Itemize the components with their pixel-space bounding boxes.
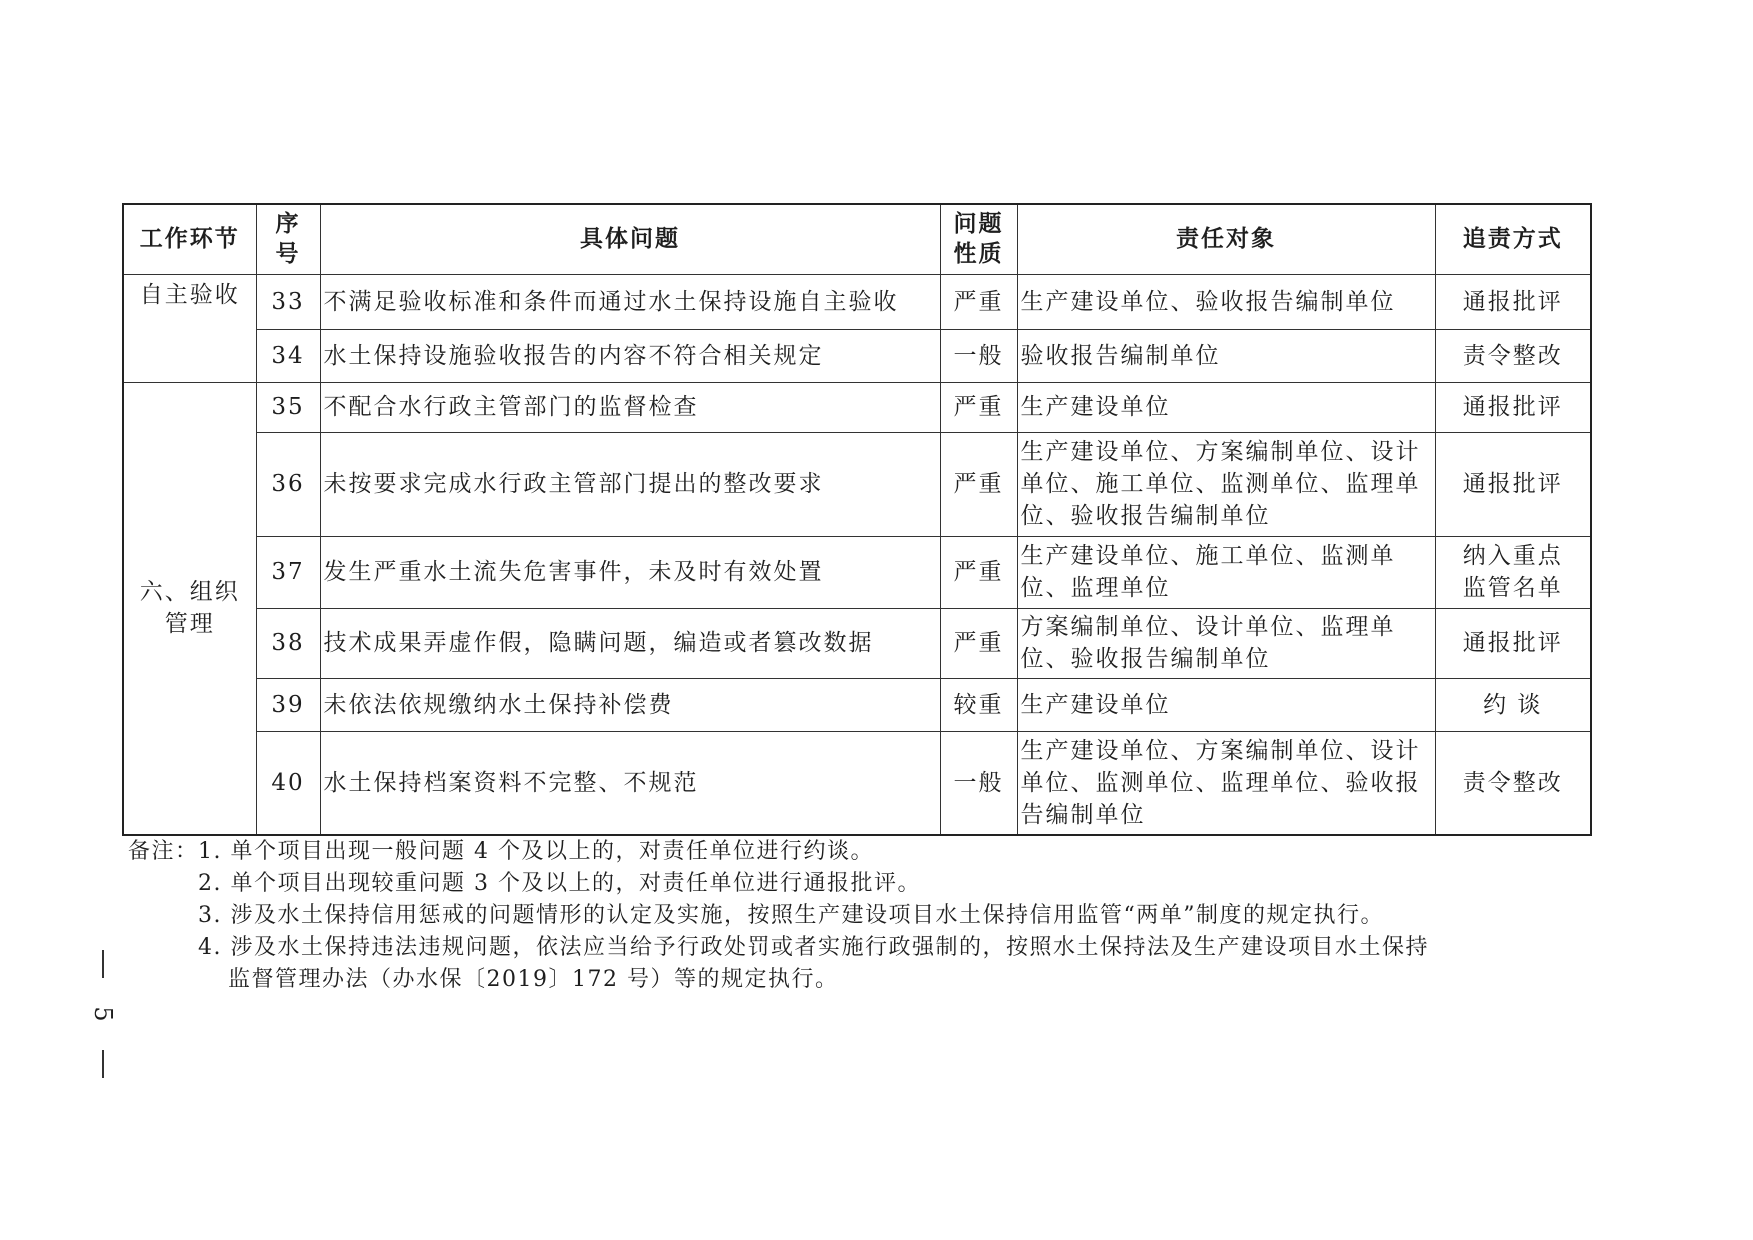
row-target: 方案编制单位、设计单位、监理单位、验收报告编制单位 (1017, 608, 1435, 678)
row-method: 纳入重点监管名单 (1435, 536, 1591, 608)
row-target: 验收报告编制单位 (1017, 329, 1435, 382)
row-problem: 不满足验收标准和条件而通过水土保持设施自主验收 (320, 274, 940, 329)
row-method: 责令整改 (1435, 329, 1591, 382)
section-label-line1: 六、组织 (139, 579, 240, 606)
header-method: 追责方式 (1435, 204, 1591, 274)
row-problem: 不配合水行政主管部门的监督检查 (320, 382, 940, 432)
page-number-digit: 5 (89, 1006, 117, 1022)
row-nature: 严重 (940, 382, 1017, 432)
note-text: 4. 涉及水土保持违法违规问题，依法应当给予行政处罚或者实施行政强制的，按照水土保持法及生产建设项目水土保持 (198, 935, 1429, 960)
table-row (123, 329, 1591, 382)
row-seq: 35 (256, 382, 320, 432)
row-problem: 水土保持档案资料不完整、不规范 (320, 731, 940, 835)
table-row (123, 536, 1591, 608)
note-item (128, 868, 1548, 900)
row-target: 生产建设单位、方案编制单位、设计单位、监测单位、监理单位、验收报告编制单位 (1017, 731, 1435, 835)
row-seq: 34 (256, 329, 320, 382)
table-row (123, 274, 1591, 329)
row-problem: 未依法依规缴纳水土保持补偿费 (320, 678, 940, 731)
header-seq: 序 号 (256, 204, 320, 274)
row-seq: 37 (256, 536, 320, 608)
row-problem: 技术成果弄虚作假，隐瞒问题，编造或者篡改数据 (320, 608, 940, 678)
row-method: 责令整改 (1435, 731, 1591, 835)
row-nature: 一般 (940, 329, 1017, 382)
page-number-dash-top (102, 950, 104, 978)
note-item (128, 932, 1548, 964)
row-nature: 严重 (940, 432, 1017, 536)
accountability-table (122, 203, 1592, 836)
note-item-continuation: 监督管理办法（办水保〔2019〕172 号）等的规定执行。 (228, 967, 839, 992)
row-seq: 33 (256, 274, 320, 329)
section-label-acceptance: 自主验收 (123, 274, 256, 382)
note-item (128, 900, 1548, 932)
row-problem: 发生严重水土流失危害事件，未及时有效处置 (320, 536, 940, 608)
table-header-row (123, 204, 1591, 274)
row-target: 生产建设单位 (1017, 678, 1435, 731)
header-target: 责任对象 (1017, 204, 1435, 274)
table-row (123, 731, 1591, 835)
row-nature: 严重 (940, 274, 1017, 329)
note-text: 2. 单个项目出现较重问题 3 个及以上的，对责任单位进行通报批评。 (198, 871, 921, 896)
header-problem: 具体问题 (320, 204, 940, 274)
page-number-dash-bottom (102, 1050, 104, 1078)
row-seq: 38 (256, 608, 320, 678)
row-problem: 水土保持设施验收报告的内容不符合相关规定 (320, 329, 940, 382)
row-target: 生产建设单位 (1017, 382, 1435, 432)
row-target: 生产建设单位、验收报告编制单位 (1017, 274, 1435, 329)
table-row (123, 608, 1591, 678)
note-item (128, 836, 1548, 868)
table-row (123, 678, 1591, 731)
notes-block (128, 836, 1548, 996)
row-method: 通报批评 (1435, 382, 1591, 432)
header-stage: 工作环节 (123, 204, 256, 274)
section-label-organization (123, 382, 256, 835)
notes-prefix: 备注： (128, 839, 199, 864)
table-row (123, 432, 1591, 536)
row-seq: 36 (256, 432, 320, 536)
row-method: 通报批评 (1435, 608, 1591, 678)
row-nature: 较重 (940, 678, 1017, 731)
note-text: 1. 单个项目出现一般问题 4 个及以上的，对责任单位进行约谈。 (198, 839, 874, 864)
row-seq: 39 (256, 678, 320, 731)
row-nature: 严重 (940, 536, 1017, 608)
note-text: 3. 涉及水土保持信用惩戒的问题情形的认定及实施，按照生产建设项目水土保持信用监管“两单”制度的规定执行。 (198, 903, 1384, 928)
section-label-line2: 管理 (164, 611, 215, 638)
table-row (123, 382, 1591, 432)
row-method: 通报批评 (1435, 432, 1591, 536)
row-method: 通报批评 (1435, 274, 1591, 329)
row-target: 生产建设单位、方案编制单位、设计单位、施工单位、监测单位、监理单位、验收报告编制单位 (1017, 432, 1435, 536)
page-number (88, 950, 118, 1080)
row-method: 约 谈 (1435, 678, 1591, 731)
row-problem: 未按要求完成水行政主管部门提出的整改要求 (320, 432, 940, 536)
row-target: 生产建设单位、施工单位、监测单位、监理单位 (1017, 536, 1435, 608)
header-nature: 问题 性质 (940, 204, 1017, 274)
row-nature: 一般 (940, 731, 1017, 835)
row-seq: 40 (256, 731, 320, 835)
row-nature: 严重 (940, 608, 1017, 678)
